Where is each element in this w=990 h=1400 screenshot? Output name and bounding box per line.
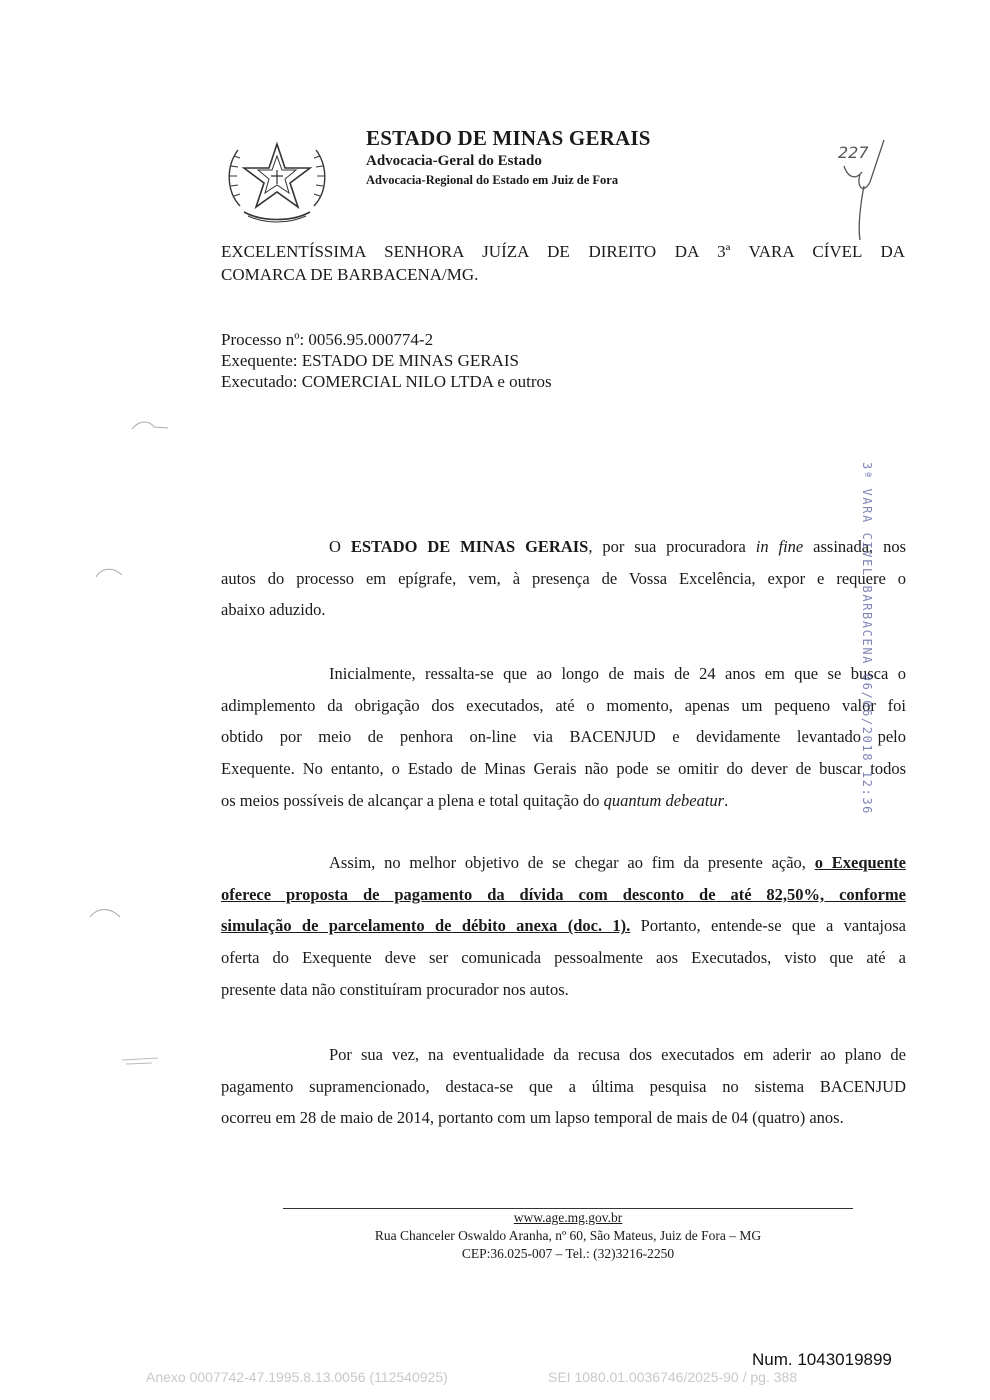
receipt-stamp: 3ª VARA CIVEL BARBACENA 06/06/2018 12:36	[860, 462, 874, 815]
scan-mark-icon	[128, 415, 172, 435]
annex-watermark: Anexo 0007742-47.1995.8.13.0056 (112540925)	[146, 1369, 448, 1385]
handwritten-page-mark	[834, 136, 894, 246]
paragraph-2-line-3: obtido por meio de penhora on-line via BACENJUD e devidamente levantado pelo	[221, 727, 906, 747]
process-number: Processo nº: 0056.95.000774-2	[221, 330, 434, 349]
paragraph-3-line-3: simulação de parcelamento de débito anexa (doc. 1). Portanto, entende-se que a vantajosa	[221, 916, 906, 936]
scan-mark-icon	[94, 565, 124, 581]
paragraph-4-line-1: Por sua vez, na eventualidade da recusa dos executados em aderir ao plano de	[329, 1045, 906, 1064]
sei-watermark: SEI 1080.01.0036746/2025-90 / pg. 388	[548, 1369, 798, 1385]
paragraph-3-line-4: oferta do Exequente deve ser comunicada pessoalmente aos Executados, visto que até a	[221, 948, 906, 968]
paragraph-3-line-1: Assim, no melhor objetivo de se chegar ao fim da presente ação, o Exequente	[329, 853, 907, 872]
paragraph-3-line-5: presente data não constituíram procurador nos autos.	[221, 979, 569, 999]
svg-text:227: 227	[838, 143, 869, 162]
paragraph-4-line-3: ocorreu em 28 de maio de 2014, portanto com um lapso temporal de mais de 04 (quatro) anos.	[221, 1108, 844, 1128]
paragraph-2-line-2: adimplemento da obrigação dos executados, até o momento, apenas um pequeno valor foi	[221, 695, 906, 715]
addressee-line-1: EXCELENTÍSSIMA SENHORA JUÍZA DE DIREITO DA 3ª VARA CÍVEL DA	[221, 242, 905, 261]
letterhead-title: ESTADO DE MINAS GERAIS	[366, 126, 651, 150]
paragraph-1-line-2: autos do processo em epígrafe, vem, à presença de Vossa Excelência, expor e requere o	[221, 568, 906, 588]
paragraph-2-line-4: Exequente. No entanto, o Estado de Minas Gerais não pode se omitir do dever de buscar todos	[221, 759, 906, 779]
paragraph-4-line-2: pagamento supramencionado, destaca-se que a última pesquisa no sistema BACENJUD	[221, 1076, 906, 1096]
state-seal-icon	[222, 136, 332, 226]
process-exequente: Exequente: ESTADO DE MINAS GERAIS	[221, 351, 519, 370]
paragraph-4	[221, 1039, 906, 1134]
paragraph-3-line-2: oferece proposta de pagamento da dívida com desconto de até 82,50%, conforme	[221, 884, 906, 904]
paragraph-2-line-1: Inicialmente, ressalta-se que ao longo de mais de 24 anos em que se busca o	[329, 664, 906, 683]
footer-cep: CEP:36.025-007 – Tel.: (32)3216-2250	[461, 1246, 675, 1261]
scan-mark-icon	[118, 1052, 162, 1068]
paragraph-1-line-3: abaixo aduzido.	[221, 600, 326, 620]
process-executado: Executado: COMERCIAL NILO LTDA e outros	[221, 372, 552, 391]
paragraph-3	[221, 847, 906, 1006]
paragraph-1	[221, 531, 906, 626]
addressee-block	[221, 240, 905, 286]
paragraph-2-line-5: os meios possíveis de alcançar a plena e total quitação do quantum debeatur.	[221, 790, 729, 810]
footer-url: www.age.mg.gov.br	[513, 1210, 623, 1225]
process-info	[221, 329, 552, 392]
letterhead-office: Advocacia-Regional do Estado em Juiz de Fora	[366, 173, 619, 187]
document-number: Num. 1043019899	[752, 1350, 892, 1369]
paragraph-2	[221, 658, 906, 817]
scan-mark-icon	[88, 905, 122, 921]
addressee-line-2: COMARCA DE BARBACENA/MG.	[221, 265, 479, 284]
paragraph-1-line-1: O ESTADO DE MINAS GERAIS, por sua procuradora in fine assinada, nos	[329, 537, 907, 556]
footer-address: Rua Chanceler Oswaldo Aranha, nº 60, São Mateus, Juiz de Fora – MG	[374, 1228, 762, 1243]
letterhead-subtitle: Advocacia-Geral do Estado	[366, 153, 542, 169]
footer-divider	[283, 1208, 853, 1209]
